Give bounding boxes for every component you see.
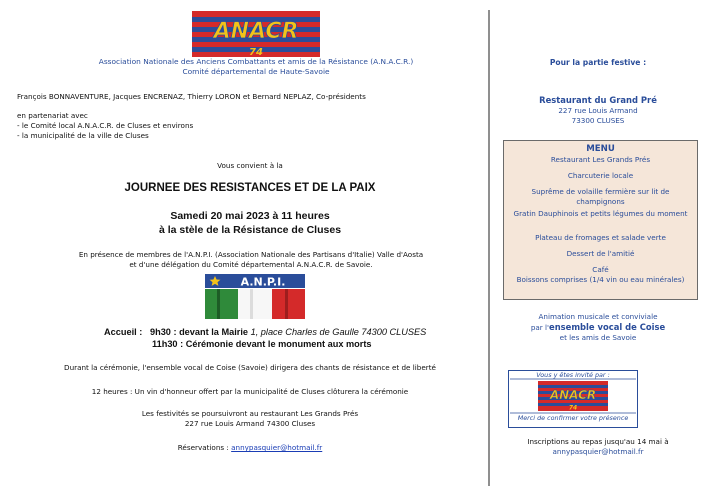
event-date-block — [0, 209, 500, 237]
association-line1: Association Nationale des Anciens Combattants et amis de la Résistance (A.N.A.C.R.) — [98, 57, 414, 66]
reservations-line — [0, 443, 500, 453]
animation-line3: et les amis de Savoie — [559, 333, 637, 342]
anacr-logo-small — [538, 381, 608, 412]
anpi-logo-text: A.N.P.I. — [240, 275, 286, 289]
anpi-logo — [205, 274, 305, 319]
accueil-label: Accueil : — [104, 327, 143, 337]
invitation-text: Vous convient à la — [217, 161, 283, 170]
restaurant-address1: 227 rue Louis Armand — [558, 106, 638, 115]
reservations-email-link[interactable]: annypasquier@hotmail.fr — [231, 443, 323, 452]
menu-item: Gratin Dauphinois et petits légumes du moment — [513, 209, 688, 218]
menu-item: Plateau de fromages et salade verte — [535, 233, 666, 242]
animation-line2 — [496, 322, 700, 333]
inscriptions-email-link[interactable]: annypasquier@hotmail.fr — [552, 447, 644, 456]
restaurant-block — [496, 95, 700, 126]
anacr-logo — [188, 9, 324, 59]
confirm-text: Merci de confirmer votre présence — [517, 414, 629, 422]
festive-title: Pour la partie festive : — [549, 58, 647, 67]
invite-text: Vous y êtes invité par : — [536, 371, 610, 379]
accueil-row2 — [104, 338, 494, 350]
association-line2: Comité départemental de Haute-Savoie — [182, 67, 330, 76]
partnership-item: - le Comité local A.N.A.C.R. de Cluses et environs — [17, 121, 194, 130]
animation-ensemble: ensemble vocal de Coise — [549, 322, 666, 332]
menu-box — [503, 140, 698, 300]
event-title: JOURNEE DES RESISTANCES ET DE LA PAIX — [124, 182, 376, 194]
presidents-line: François BONNAVENTURE, Jacques ENCRENAZ, Thierry LORON et Bernard NEPLAZ, Co-présidents — [17, 92, 366, 101]
animation-line1: Animation musicale et conviviale — [538, 312, 658, 321]
animation-pre: par l' — [530, 323, 550, 332]
anacr-logo-small-text: ANACR — [549, 388, 597, 402]
menu-item: Suprême de volaille fermière sur lit de champignons — [531, 187, 670, 206]
event-place: à la stèle de la Résistance de Cluses — [158, 224, 342, 236]
partnership-block — [17, 111, 317, 141]
association-name — [30, 57, 482, 77]
menu-item: Charcuterie locale — [567, 171, 634, 180]
animation-block — [496, 312, 700, 343]
restaurant-name: Restaurant du Grand Pré — [539, 95, 657, 105]
partnership-intro: en partenariat avec — [17, 111, 88, 120]
anacr-logo-small-number: 74 — [568, 404, 578, 412]
presence-text — [20, 250, 482, 270]
restaurant-address2: 73300 CLUSES — [571, 116, 625, 125]
partnership-item: - la municipalité de la ville de Cluses — [17, 131, 149, 140]
inscriptions-text: Inscriptions au repas jusqu'au 14 mai à — [527, 437, 669, 446]
presence-line1: En présence de membres de l'A.N.P.I. (Association Nationale des Partisans d'Italie) Valle d'Aosta — [78, 250, 424, 259]
reservations-label: Réservations : — [177, 443, 229, 452]
event-date: Samedi 20 mai 2023 à 11 heures — [170, 210, 330, 222]
menu-title: MENU — [586, 144, 615, 154]
ceremony-text: Durant la cérémonie, l'ensemble vocal de Coise (Savoie) dirigera des chants de résistance et de liberté — [64, 363, 436, 372]
presence-line2: et d'une délégation du Comité départemental A.N.A.C.R. de Savoie. — [129, 260, 373, 269]
svg-text:ANACR: ANACR — [213, 19, 299, 44]
menu-item: Dessert de l'amitié — [566, 249, 635, 258]
menu-item: Restaurant Les Grands Prés — [550, 155, 651, 164]
inscriptions-block — [496, 437, 700, 457]
vin-honneur-text: 12 heures : Un vin d'honneur offert par la municipalité de Cluses clôturera la cérémonie — [91, 387, 409, 396]
accueil-address: 1, place Charles de Gaulle 74300 CLUSES — [250, 327, 427, 337]
festivities-line1: Les festivités se poursuivront au restaurant Les Grands Prés — [141, 409, 359, 418]
festivities-text — [0, 409, 500, 429]
svg-text:74: 74 — [249, 47, 263, 58]
accueil-time2: 11h30 : Cérémonie devant le monument aux morts — [152, 339, 372, 349]
column-divider — [488, 10, 490, 486]
accueil-time1: 9h30 : devant la Mairie — [149, 327, 249, 337]
festivities-line2: 227 rue Louis Armand 74300 Cluses — [184, 419, 316, 428]
menu-item: Café — [592, 265, 609, 274]
accueil-block — [104, 326, 494, 350]
menu-item: Boissons comprises (1/4 vin ou eau minérales) — [516, 275, 685, 284]
accueil-row1 — [104, 326, 494, 338]
